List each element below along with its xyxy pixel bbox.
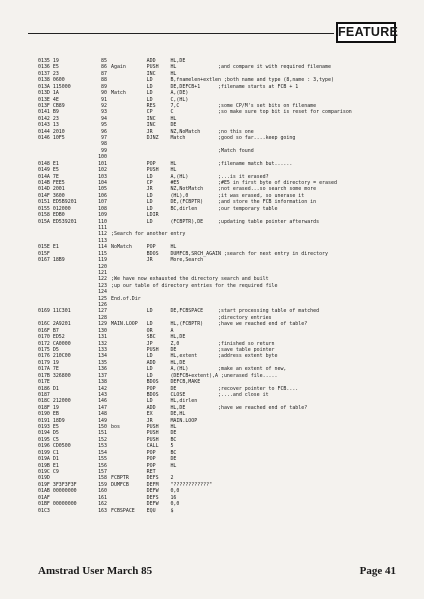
code-line-number: 106 [98,192,107,199]
code-source: OR A [111,327,174,334]
code-source: FCBPTR DEFS 2 [111,475,174,482]
code-address: 015A ED539201 [38,218,77,225]
code-address: 0158 EDB0 [38,212,65,219]
header-rule [28,33,334,34]
code-address: 015E E1 [38,244,59,251]
code-source: POP HL [111,462,177,469]
publication-name: Amstrad User March 85 [38,565,153,577]
code-source: POP DE ;recover pointer to FCB.... [111,385,299,392]
code-line-number: 153 [98,443,107,450]
code-line-number: 136 [98,366,107,373]
code-source: LD A,(HL) ;make an extent of new, [111,366,287,373]
code-address: 0193 E5 [38,424,59,431]
code-line-number: 159 [98,481,107,488]
code-line-number: 151 [98,430,107,437]
code-line-number: 146 [98,398,107,405]
code-line-number: 150 [98,424,107,431]
code-source: INC DE [111,122,177,129]
code-line-number: 133 [98,346,107,353]
code-line-number: 86 [101,64,107,71]
code-source: ;up our table of directory entries for the required file [111,282,278,289]
code-address: 013D 1A [38,90,59,97]
code-source: LD DE,DEFCB+1 ;filename starts at FCB + 1 [111,83,299,90]
code-line-number: 85 [101,58,107,64]
code-source: POP DE [111,456,177,463]
code-line-number: 154 [98,449,107,456]
code-address: 014A 7E [38,173,59,180]
code-address: 015F [38,250,50,257]
code-source: BDOS CLOSE ;....and close it [111,391,269,398]
code-source: PUSH DE ;save table pointer [111,346,275,353]
code-line-number: 114 [98,244,107,251]
code-line-number: 135 [98,359,107,366]
code-source: SBC HL,DE [111,334,186,341]
code-address: 018F 19 [38,404,59,411]
code-source: CP C ;so make sure top bit is reset for comparison [111,109,352,116]
code-line-number: 157 [98,469,107,475]
code-source: Again PUSH HL ;and compare it with required filename [111,64,331,71]
code-line-number: 110 [98,218,107,225]
code-source: NoMatch POP HL [111,244,177,251]
code-address: 0149 E5 [38,167,59,174]
code-address: 0155 012000 [38,205,71,212]
code-line-number: 128 [98,314,107,321]
code-source: End.of.Dir [111,295,141,302]
code-line-number: 162 [98,501,107,508]
code-source: DEFW 0,0 [111,501,180,508]
code-source: ;We have now exhausted the directory search and built [111,276,269,283]
code-source: LD HL,dirlen [111,398,198,405]
code-source: BDOS DEFCB,MAKE [111,379,201,386]
code-line-number: 119 [98,257,107,264]
code-source: BDOS DUMFCB,SRCH_AGAIN ;search for next entry in directory [111,250,329,257]
code-address: 013F CB89 [38,102,65,109]
code-address: 017E [38,379,50,386]
code-line-number: 160 [98,488,107,495]
code-address: 0196 CD0500 [38,443,71,450]
code-address: 017A 7E [38,366,59,373]
code-source: DEFW 0,0 [111,488,180,495]
code-line-number: 99 [101,147,107,154]
code-source: LD A,(HL) ;...is it erased? [111,173,269,180]
code-line-number: 111 [98,224,107,231]
code-source: ;Search for another entry [111,231,186,238]
code-source: LD B,fnamelen+extlen ;both name and type (8,name : 3,type) [111,77,334,84]
code-source: DEFS 16 [111,494,177,501]
code-address: 0176 210C00 [38,353,71,360]
code-line-number: 129 [98,321,107,328]
code-source: INC HL [111,70,177,77]
code-line-number: 142 [98,385,107,392]
code-address: 0148 E1 [38,160,59,167]
code-line-number: 138 [98,379,107,386]
code-line-number: 91 [101,96,107,103]
code-source: LD DE,(FCBPTR) ;and store the FCB information in [111,199,317,206]
code-source: bos PUSH HL [111,424,177,431]
code-address: 0175 D5 [38,346,59,353]
page-footer [38,565,396,577]
code-line-number: 143 [98,391,107,398]
code-source: DJNZ Match ;good so far....keep going [111,135,296,142]
code-line-number: 92 [101,102,107,109]
code-address: 0195 C5 [38,436,59,443]
code-line-number: 163 [98,507,107,514]
code-line-number: 115 [98,250,107,257]
code-line-number: 122 [98,276,107,283]
code-line-number: 93 [101,109,107,116]
code-source: LD DE,FCBSPACE ;start processing table of matched [111,308,320,315]
code-address: 019A D1 [38,456,59,463]
code-address: 017B 326800 [38,372,71,379]
code-source: FCBSPACE EQU $ [111,507,174,514]
code-address: 016F B7 [38,327,59,334]
code-line-number: 88 [101,77,107,84]
code-address: 019B E1 [38,462,59,469]
code-line-number: 90 [101,90,107,97]
code-source: POP BC [111,449,177,456]
code-line-number: 121 [98,269,107,276]
code-line-number: 130 [98,327,107,334]
code-source: JR NZ,NotMatch ;not erased...so search some more [111,186,317,193]
code-line [38,508,398,514]
code-address: 0144 2010 [38,128,65,135]
code-line-number: 112 [98,231,107,238]
code-line-number: 105 [98,186,107,193]
code-line-number: 98 [101,141,107,148]
code-listing [38,58,398,514]
code-line-number: 107 [98,199,107,206]
code-source: RET [111,469,156,475]
code-source: ADD HL,DE [111,359,186,366]
code-address: 01AB 00000000 [38,488,77,495]
code-address: 01BF 00000000 [38,501,77,508]
code-line-number: 89 [101,83,107,90]
code-line-number: 96 [101,128,107,135]
code-source: JR More,Search [111,257,204,264]
code-address: 0199 C1 [38,449,59,456]
code-address: 0151 ED5B9201 [38,199,77,206]
code-line-number: 97 [101,135,107,142]
code-source: LD (FCBPTR),DE ;updating table pointer afterwards [111,218,320,225]
code-line-number: 113 [98,237,107,244]
code-source: CALL 5 [111,443,174,450]
code-address: 0135 19 [38,58,59,64]
code-line-number: 104 [98,180,107,187]
code-source: DUMFCB DEFM "????????????" [111,481,213,488]
code-address: 0138 0600 [38,77,65,84]
code-line-number: 147 [98,404,107,411]
code-source: LD BC,dirlen ;our temporary table [111,205,278,212]
code-line-number: 134 [98,353,107,360]
code-line-number: 94 [101,115,107,122]
code-address: 0186 D1 [38,385,59,392]
code-line-number: 158 [98,475,107,482]
code-line-number: 161 [98,494,107,501]
code-address: 0190 EB [38,411,59,418]
code-line-number: 125 [98,295,107,302]
code-source: PUSH DE [111,430,177,437]
code-source: LD HL,extent ;address extent byte [111,353,278,360]
code-address: 01AF [38,494,50,501]
code-address: 019F 3F3F3F3F [38,481,77,488]
code-line-number: 103 [98,173,107,180]
code-address: 0143 13 [38,122,59,129]
code-source: ;directory entries [111,314,272,321]
code-address: 0169 11C301 [38,308,71,315]
code-address: 014B FEE5 [38,180,65,187]
code-address: 0137 23 [38,70,59,77]
code-line-number: 95 [101,122,107,129]
code-address: 014D 2001 [38,186,65,193]
code-address: 016C 2A9201 [38,321,71,328]
code-line-number: 132 [98,340,107,347]
code-line-number: 101 [98,160,107,167]
code-line-number: 123 [98,282,107,289]
code-source: ADD HL,DE ;have we reached end of table? [111,404,308,411]
code-source: MAIN.LOOP LD HL,(FCBPTR) ;have we reached end of table? [111,321,308,328]
code-source: PUSH HL [111,167,177,174]
code-source: ADD HL,DE [111,58,186,64]
code-line-number: 124 [98,289,107,296]
code-line-number: 156 [98,462,107,469]
code-source: CP #E5 ;#E5 in first byte of directory = erased [111,180,337,187]
code-line-number: 127 [98,308,107,315]
code-address: 0172 CA0000 [38,340,71,347]
code-line-number: 109 [98,212,107,219]
code-source: EX DE,HL [111,411,186,418]
code-line-number: 155 [98,456,107,463]
code-address: 019C C9 [38,469,59,475]
page-number: Page 41 [359,565,396,577]
code-address: 0187 [38,391,50,398]
section-tag: FEATURE [336,22,396,43]
code-source: JR MAIN.LOOP [111,417,198,424]
code-source: LD C,(HL) [111,96,189,103]
code-address: 0167 18B9 [38,257,65,264]
code-source: INC HL [111,115,177,122]
code-source: JP Z,0 ;finished so return [111,340,275,347]
code-source: JR NZ,NoMatch ;no this one [111,128,254,135]
code-address: 0194 D5 [38,430,59,437]
code-source: ;Match found [111,147,254,154]
code-line-number: 131 [98,334,107,341]
code-line-number: 108 [98,205,107,212]
code-source: LD (HL),0 ;it was erased, so unerase it [111,192,305,199]
code-address: 0179 19 [38,359,59,366]
code-line-number: 148 [98,411,107,418]
code-line-number: 120 [98,263,107,270]
code-source: RES 7,C ;some CP/M's set bits on filename [111,102,317,109]
code-address: 013E 4E [38,96,59,103]
code-line-number: 137 [98,372,107,379]
code-address: 01C3 [38,507,50,514]
code-address: 0142 23 [38,115,59,122]
code-line-number: 149 [98,417,107,424]
code-address: 0146 10F5 [38,135,65,142]
code-line-number: 126 [98,302,107,309]
code-line-number: 87 [101,70,107,77]
code-address: 013A 115000 [38,83,71,90]
code-source: Match LD A,(DE) [111,90,189,97]
code-address: 0191 18D9 [38,417,65,424]
code-address: 0170 ED52 [38,334,65,341]
code-source: LD (DEFCB+extent),A ;unerased file..... [111,372,278,379]
code-source: LDIR [111,212,159,219]
code-address: 018C 212000 [38,398,71,405]
code-address: 014F 3600 [38,192,65,199]
code-source: POP HL ;filename match but...... [111,160,293,167]
code-line-number: 152 [98,436,107,443]
code-address: 019D [38,475,50,482]
code-line-number: 100 [98,154,107,161]
code-address: 0136 E5 [38,64,59,71]
code-address: 0141 B9 [38,109,59,116]
code-source: PUSH BC [111,436,177,443]
code-line-number: 102 [98,167,107,174]
